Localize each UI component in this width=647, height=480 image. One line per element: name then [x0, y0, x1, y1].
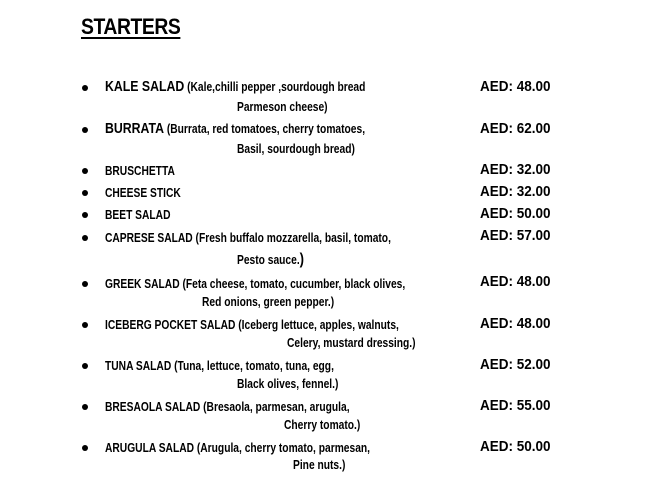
item-price: AED: 50.00 — [480, 205, 551, 222]
item-name: GREEK SALAD — [105, 277, 180, 291]
item-description: (Bresaola, parmesan, arugula, — [200, 400, 350, 414]
item-name: ARUGULA SALAD — [105, 441, 195, 455]
item-price: AED: 48.00 — [480, 315, 551, 332]
item-description-continued: Black olives, fennel.) — [237, 377, 339, 391]
item-name: CHEESE STICK — [105, 186, 181, 200]
item-price: AED: 32.00 — [480, 183, 551, 200]
item-name: TUNA SALAD — [105, 359, 172, 373]
item-description: (Arugula, cherry tomato, parmesan, — [194, 441, 371, 455]
item-description: (Fresh buffalo mozzarella, basil, tomato, — [192, 231, 391, 245]
item-description-continued: Celery, mustard dressing.) — [287, 336, 416, 350]
menu-section-title: STARTERS — [81, 14, 181, 39]
bullet-icon — [82, 445, 88, 451]
bullet-icon — [82, 281, 88, 287]
bullet-icon — [82, 127, 88, 133]
item-price: AED: 48.00 — [480, 273, 551, 290]
item-description-continued: Pine nuts.) — [293, 458, 346, 472]
item-name: BURRATA — [105, 120, 164, 137]
item-description: (Feta cheese, tomato, cucumber, black olives, — [179, 277, 406, 291]
item-description-continued: Pesto sauce.) — [237, 251, 305, 268]
item-description-continued: Basil, sourdough bread) — [237, 142, 355, 156]
item-price: AED: 52.00 — [480, 356, 551, 373]
bullet-icon — [82, 363, 88, 369]
item-description: (Kale,chilli pepper ,sourdough bread — [184, 80, 366, 94]
item-name: CAPRESE SALAD — [105, 231, 193, 245]
item-description-continued: Parmeson cheese) — [237, 100, 328, 114]
bullet-icon — [82, 235, 88, 241]
bullet-icon — [82, 212, 88, 218]
item-description: (Tuna, lettuce, tomato, tuna, egg, — [171, 359, 334, 373]
bullet-icon — [82, 190, 88, 196]
item-price: AED: 48.00 — [480, 78, 551, 95]
item-price: AED: 32.00 — [480, 161, 551, 178]
item-name: BRUSCHETTA — [105, 164, 175, 178]
bullet-icon — [82, 322, 88, 328]
item-name: ICEBERG POCKET SALAD — [105, 318, 236, 332]
item-price: AED: 57.00 — [480, 227, 551, 244]
bullet-icon — [82, 168, 88, 174]
item-name: BEET SALAD — [105, 208, 171, 222]
item-price: AED: 62.00 — [480, 120, 551, 137]
item-price: AED: 55.00 — [480, 397, 551, 414]
bullet-icon — [82, 404, 88, 410]
bullet-icon — [82, 85, 88, 91]
item-description-continued: Cherry tomato.) — [284, 418, 361, 432]
item-description-continued: Red onions, green pepper.) — [202, 295, 335, 309]
item-name: BRESAOLA SALAD — [105, 400, 201, 414]
item-name: KALE SALAD — [105, 78, 185, 95]
item-description: (Burrata, red tomatoes, cherry tomatoes, — [163, 122, 366, 136]
item-description: (Iceberg lettuce, apples, walnuts, — [235, 318, 399, 332]
item-price: AED: 50.00 — [480, 438, 551, 455]
